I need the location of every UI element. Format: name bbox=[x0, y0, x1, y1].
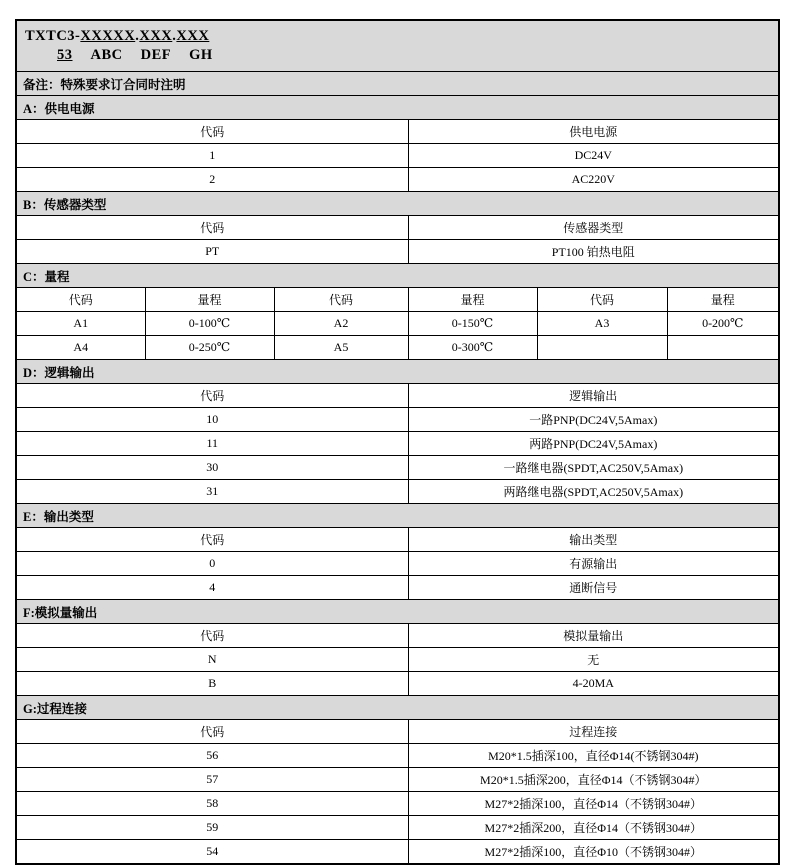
section-g-band-row bbox=[16, 696, 779, 720]
column-header-range: 量程 bbox=[408, 288, 537, 312]
value-cell: M20*1.5插深100，直径Φ14(不锈钢304#) bbox=[408, 744, 779, 768]
value-cell: M27*2插深100，直径Φ10（不锈钢304#） bbox=[408, 840, 779, 865]
model-legend-line bbox=[25, 46, 778, 65]
column-header-code: 代码 bbox=[16, 528, 408, 552]
section-d-band-row bbox=[16, 360, 779, 384]
column-header-range: 量程 bbox=[667, 288, 779, 312]
table-row bbox=[16, 576, 779, 600]
model-code-53: 53 bbox=[57, 47, 73, 63]
value-cell: 无 bbox=[408, 648, 779, 672]
model-prefix: TXTC3- bbox=[25, 28, 81, 44]
column-header-code: 代码 bbox=[16, 720, 408, 744]
value-cell: AC220V bbox=[408, 168, 779, 192]
code-cell: 1 bbox=[16, 144, 408, 168]
value-cell: M27*2插深100，直径Φ14（不锈钢304#） bbox=[408, 792, 779, 816]
value-cell: 通断信号 bbox=[408, 576, 779, 600]
code-cell: 59 bbox=[16, 816, 408, 840]
section-band-e: E：输出类型 bbox=[16, 504, 779, 528]
column-header-process-connection: 过程连接 bbox=[408, 720, 779, 744]
table-row bbox=[16, 336, 779, 360]
table-row bbox=[16, 792, 779, 816]
value-cell: M20*1.5插深200，直径Φ14（不锈钢304#） bbox=[408, 768, 779, 792]
value-cell: 有源输出 bbox=[408, 552, 779, 576]
table-row bbox=[16, 240, 779, 264]
column-header-code: 代码 bbox=[16, 384, 408, 408]
value-cell: PT100 铂热电阻 bbox=[408, 240, 779, 264]
model-code-line bbox=[25, 27, 778, 46]
value-cell: M27*2插深200，直径Φ14（不锈钢304#） bbox=[408, 816, 779, 840]
value-cell: 一路继电器(SPDT,AC250V,5Amax) bbox=[408, 456, 779, 480]
code-cell: 54 bbox=[16, 840, 408, 865]
table-row bbox=[16, 144, 779, 168]
table-row bbox=[16, 648, 779, 672]
section-band-a: A：供电电源 bbox=[16, 96, 779, 120]
value-cell: 0-150℃ bbox=[408, 312, 537, 336]
code-cell: 30 bbox=[16, 456, 408, 480]
value-cell: 0-250℃ bbox=[145, 336, 274, 360]
section-b-band-row bbox=[16, 192, 779, 216]
value-cell: 4-20MA bbox=[408, 672, 779, 696]
spec-sheet bbox=[15, 19, 780, 865]
order-code-table bbox=[15, 19, 780, 865]
section-c-band-row bbox=[16, 264, 779, 288]
model-group-def: DEF bbox=[140, 47, 172, 63]
column-header-code: 代码 bbox=[16, 288, 145, 312]
model-group-abc: ABC bbox=[90, 47, 123, 63]
code-cell: 57 bbox=[16, 768, 408, 792]
column-header-logic-output: 逻辑输出 bbox=[408, 384, 779, 408]
model-dot2: . bbox=[172, 28, 177, 44]
code-cell: 31 bbox=[16, 480, 408, 504]
table-header-row bbox=[16, 120, 779, 144]
code-cell bbox=[537, 336, 667, 360]
code-cell: PT bbox=[16, 240, 408, 264]
column-header-output-type: 输出类型 bbox=[408, 528, 779, 552]
table-header-row bbox=[16, 624, 779, 648]
value-cell: 两路继电器(SPDT,AC250V,5Amax) bbox=[408, 480, 779, 504]
code-cell: 4 bbox=[16, 576, 408, 600]
remark-band: 备注：特殊要求订合同时注明 bbox=[16, 72, 779, 96]
model-code-block bbox=[16, 20, 779, 72]
code-cell: B bbox=[16, 672, 408, 696]
table-row bbox=[16, 840, 779, 865]
section-band-f: F:模拟量输出 bbox=[16, 600, 779, 624]
code-cell: A2 bbox=[274, 312, 408, 336]
model-seg1: XXXXX bbox=[80, 28, 136, 44]
code-cell: 10 bbox=[16, 408, 408, 432]
table-row bbox=[16, 744, 779, 768]
section-e-band-row bbox=[16, 504, 779, 528]
table-row bbox=[16, 480, 779, 504]
code-cell: 58 bbox=[16, 792, 408, 816]
table-row bbox=[16, 456, 779, 480]
column-header-code: 代码 bbox=[16, 216, 408, 240]
code-cell: N bbox=[16, 648, 408, 672]
code-cell: A4 bbox=[16, 336, 145, 360]
value-cell: 0-300℃ bbox=[408, 336, 537, 360]
code-cell: A3 bbox=[537, 312, 667, 336]
code-cell: 2 bbox=[16, 168, 408, 192]
table-header-row bbox=[16, 384, 779, 408]
column-header-code: 代码 bbox=[537, 288, 667, 312]
section-band-d: D：逻辑输出 bbox=[16, 360, 779, 384]
table-row bbox=[16, 432, 779, 456]
table-header-row bbox=[16, 720, 779, 744]
table-header-row bbox=[16, 216, 779, 240]
table-row bbox=[16, 816, 779, 840]
remark-row bbox=[16, 72, 779, 96]
value-cell: 一路PNP(DC24V,5Amax) bbox=[408, 408, 779, 432]
code-cell: A5 bbox=[274, 336, 408, 360]
table-header-row bbox=[16, 288, 779, 312]
column-header-analog-output: 模拟量输出 bbox=[408, 624, 779, 648]
code-cell: 11 bbox=[16, 432, 408, 456]
column-header-code: 代码 bbox=[274, 288, 408, 312]
table-row bbox=[16, 672, 779, 696]
column-header-range: 量程 bbox=[145, 288, 274, 312]
section-f-band-row bbox=[16, 600, 779, 624]
value-cell: DC24V bbox=[408, 144, 779, 168]
title-block bbox=[16, 20, 779, 72]
table-row bbox=[16, 312, 779, 336]
column-header-code: 代码 bbox=[16, 624, 408, 648]
section-a-band-row bbox=[16, 96, 779, 120]
table-header-row bbox=[16, 528, 779, 552]
value-cell bbox=[667, 336, 779, 360]
column-header-code: 代码 bbox=[16, 120, 408, 144]
model-seg3: XXX bbox=[176, 28, 210, 44]
value-cell: 0-100℃ bbox=[145, 312, 274, 336]
table-row bbox=[16, 168, 779, 192]
value-cell: 两路PNP(DC24V,5Amax) bbox=[408, 432, 779, 456]
section-band-c: C：量程 bbox=[16, 264, 779, 288]
section-band-b: B：传感器类型 bbox=[16, 192, 779, 216]
model-seg2: XXX bbox=[139, 28, 173, 44]
model-dot1: . bbox=[135, 28, 140, 44]
table-row bbox=[16, 408, 779, 432]
model-group-gh: GH bbox=[189, 47, 213, 63]
column-header-power: 供电电源 bbox=[408, 120, 779, 144]
code-cell: A1 bbox=[16, 312, 145, 336]
code-cell: 56 bbox=[16, 744, 408, 768]
column-header-sensor: 传感器类型 bbox=[408, 216, 779, 240]
section-band-g: G:过程连接 bbox=[16, 696, 779, 720]
table-row bbox=[16, 552, 779, 576]
code-cell: 0 bbox=[16, 552, 408, 576]
value-cell: 0-200℃ bbox=[667, 312, 779, 336]
table-row bbox=[16, 768, 779, 792]
